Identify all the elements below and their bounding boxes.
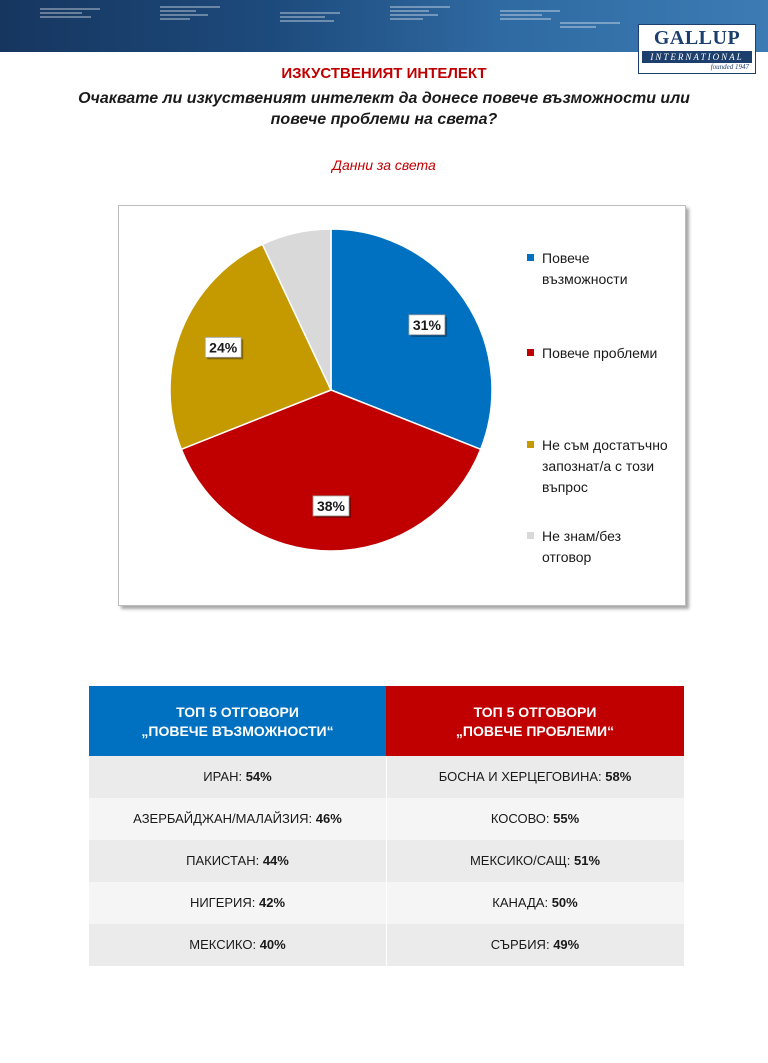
table-row <box>89 882 684 924</box>
table-header-opportunities <box>89 686 386 756</box>
table-cell-problems: СЪРБИЯ: 49% <box>490 937 580 952</box>
legend-label-line: въпрос <box>542 479 588 495</box>
chart-container <box>118 205 686 606</box>
table-header-problems <box>386 686 684 756</box>
banner-text-block <box>40 6 100 30</box>
svg-text:38%: 38% <box>316 497 346 514</box>
svg-text:24%: 24% <box>209 339 238 356</box>
svg-text:31%: 31% <box>412 316 441 333</box>
table-cell-opportunities: НИГЕРИЯ: 42% <box>189 895 286 910</box>
legend-label-line: запознат/а с този <box>542 458 655 474</box>
header-line: „ПОВЕЧЕ ВЪЗМОЖНОСТИ“ <box>141 723 334 739</box>
legend-swatch <box>527 254 534 261</box>
pie-chart <box>119 206 519 605</box>
page-title: ИЗКУСТВЕНИЯТ ИНТЕЛЕКТ <box>281 65 487 82</box>
legend-label-line: възможности <box>542 271 628 287</box>
table-row <box>89 840 684 882</box>
survey-question <box>60 88 708 130</box>
legend-label-line: Не знам/без <box>542 528 621 544</box>
table-cell-opportunities: АЗЕРБАЙДЖАН/МАЛАЙЗИЯ: 46% <box>133 811 342 826</box>
pie-data-label <box>205 337 243 359</box>
pie-data-label <box>409 315 447 337</box>
table-cell-problems: МЕКСИКО/САЩ: 51% <box>469 853 601 868</box>
question-line-2: повече проблеми на света? <box>270 111 498 128</box>
banner-text-block <box>390 4 450 28</box>
table-row <box>89 924 684 966</box>
pie-data-label <box>313 496 351 518</box>
logo-founded: founded 1947 <box>710 63 749 71</box>
banner-text-block <box>560 20 620 44</box>
question-line-1: Очаквате ли изкуственият интелект да донесе повече възможности или <box>78 90 690 107</box>
legend-label-line: Не съм достатъчно <box>542 437 668 453</box>
banner-text-block <box>160 4 220 28</box>
logo-word: GALLUP <box>653 27 741 49</box>
legend-swatch <box>527 349 534 356</box>
table-row <box>89 756 684 798</box>
table-cell-problems: КАНАДА: 50% <box>492 895 578 910</box>
legend-label-line: Повече <box>542 250 590 266</box>
table-row <box>89 798 684 840</box>
header-line: „ПОВЕЧЕ ПРОБЛЕМИ“ <box>455 723 615 739</box>
legend-swatch <box>527 532 534 539</box>
banner-text-block <box>500 8 560 32</box>
legend-swatch <box>527 441 534 448</box>
table-cell-opportunities: ПАКИСТАН: 44% <box>186 853 289 868</box>
chart-subtitle: Данни за света <box>332 157 436 173</box>
header-line: ТОП 5 ОТГОВОРИ <box>473 704 597 720</box>
logo-sub: INTERNATIONAL <box>650 52 744 62</box>
table-cell-opportunities: МЕКСИКО: 40% <box>189 937 286 952</box>
header-line: ТОП 5 ОТГОВОРИ <box>176 704 299 720</box>
table-cell-opportunities: ИРАН: 54% <box>203 769 272 784</box>
legend-label-line: Повече проблеми <box>542 345 658 361</box>
banner-text-block <box>280 10 340 34</box>
legend-label-line: отговор <box>542 549 592 565</box>
table-cell-problems: КОСОВО: 55% <box>490 811 580 826</box>
table-cell-problems: БОСНА И ХЕРЦЕГОВИНА: 58% <box>438 769 632 784</box>
